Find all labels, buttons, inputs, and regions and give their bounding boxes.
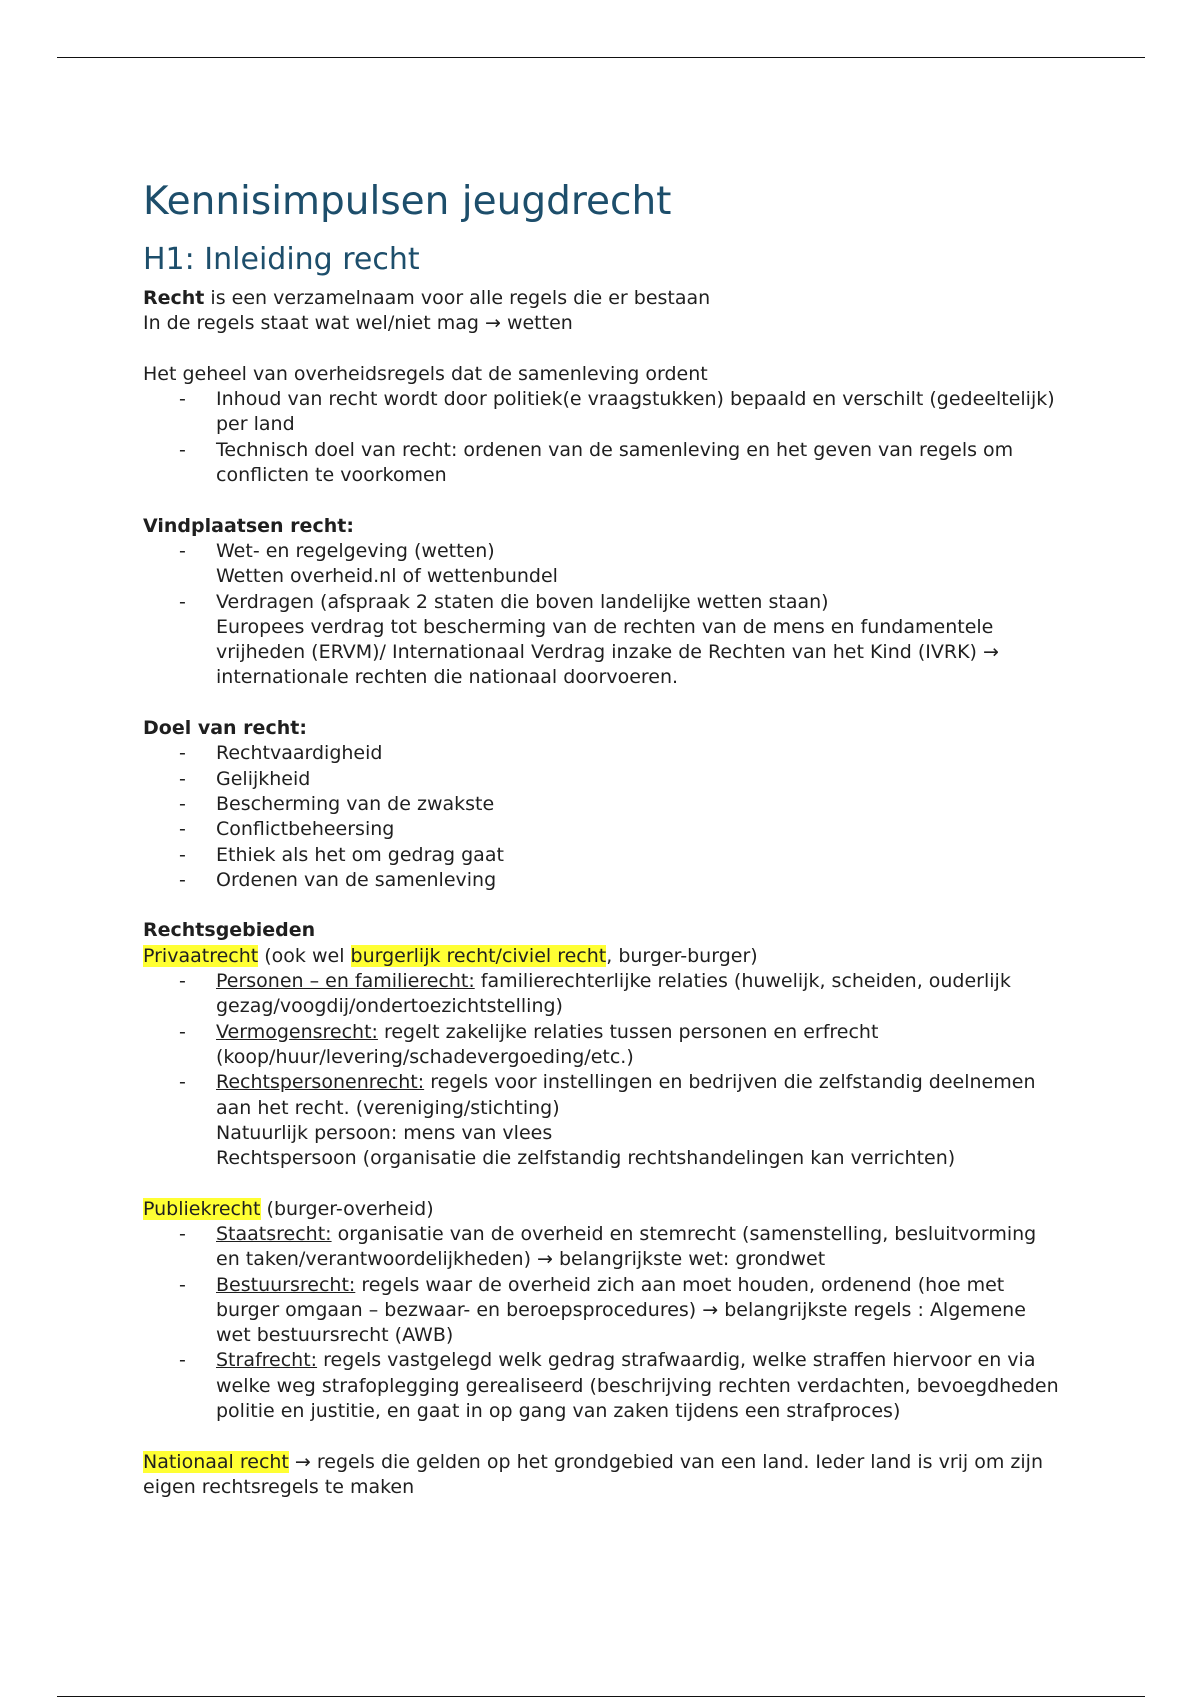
list-item-subtext: Natuurlijk persoon: mens van vlees [216, 1121, 553, 1144]
privaatrecht-mid: (ook wel [258, 944, 351, 967]
list-item: - Technisch doel van recht: ordenen van de samenleving en het geven van regels om conflicten te voorkomen [143, 438, 1063, 489]
list-item [143, 1020, 1063, 1071]
document-body [143, 176, 1063, 1500]
list-item: - Bescherming van de zwakste [143, 792, 1063, 817]
list-item-term: Bestuursrecht: [216, 1273, 356, 1296]
chapter-heading: H1: Inleiding recht [143, 242, 420, 277]
list-item-text: organisatie van de overheid en stemrecht (samenstelling, besluitvorming en taken/verantwoordelijkheden) → belangrijkste wet: grondwet [216, 1222, 1037, 1271]
doel-list [143, 741, 1063, 893]
list-item: - Ordenen van de samenleving [143, 868, 1063, 893]
nationaal-recht-line [143, 1450, 1063, 1501]
spacer [143, 337, 1063, 362]
list-item-text: Wet- en regelgeving (wetten) [216, 539, 495, 562]
document-title: Kennisimpulsen jeugdrecht [143, 179, 672, 224]
list-item: - Gelijkheid [143, 767, 1063, 792]
list-item-text: regels voor instellingen en bedrijven die zelfstandig deelnemen aan het recht. (vereniging/stichting) [216, 1071, 1036, 1119]
list-item-text: familierechterlijke relaties (huwelijk, scheiden, ouderlijk gezag/voogdij/ondertoezichtstelling) [216, 970, 1011, 1018]
overheid-list [143, 387, 1063, 488]
spacer [143, 1424, 1063, 1449]
spacer [143, 1171, 1063, 1196]
list-item [143, 590, 1063, 691]
list-item-text: regelt zakelijke relaties tussen personen en erfrecht (koop/huur/levering/schadevergoeding/etc.) [216, 1020, 879, 1068]
intro-line-2: In de regels staat wat wel/niet mag → wetten [143, 312, 573, 335]
privaatrecht-end: , burger-burger) [606, 944, 758, 967]
list-item-text: regels waar de overheid zich aan moet houden, ordenend (hoe met burger omgaan – bezwaar- en beroepsprocedures) → belangrijkste regels : Algemene wet bestuursrecht (AWB) [216, 1273, 1026, 1347]
vindplaatsen-list [143, 539, 1063, 691]
list-item: - Conflictbeheersing [143, 817, 1063, 842]
rechtsgebieden-heading: Rechtsgebieden [143, 919, 316, 942]
list-item [143, 1348, 1063, 1424]
list-item [143, 1222, 1063, 1273]
bottom-rule [57, 1696, 1145, 1697]
list-item-subtext: Rechtspersoon (organisatie die zelfstandig rechtshandelingen kan verrichten) [216, 1147, 956, 1170]
list-item-subtext: Wetten overheid.nl of wettenbundel [216, 565, 558, 588]
list-item-term: Rechtspersonenrecht: [216, 1071, 425, 1094]
vindplaatsen-heading: Vindplaatsen recht: [143, 514, 354, 537]
list-item-text: regels vastgelegd welk gedrag strafwaardig, welke straffen hiervoor en via welke weg strafoplegging gerealiseerd (beschrijving rechten verdachten, bevoegdheden politie en justitie, en gaat in op gang van zaken tijdens een strafproces) [216, 1349, 1059, 1423]
term-recht: Recht [143, 287, 205, 309]
publiekrecht-end: (burger-overheid) [260, 1197, 434, 1220]
list-item-term: Personen – en familierecht: [216, 970, 475, 993]
publiekrecht-term: Publiekrecht [143, 1197, 261, 1220]
list-item [143, 969, 1063, 1020]
list-item: - Ethiek als het om gedrag gaat [143, 843, 1063, 868]
list-item-term: Staatsrecht: [216, 1222, 332, 1245]
nationaal-recht-term: Nationaal recht [143, 1450, 289, 1473]
publiekrecht-line [143, 1197, 1063, 1222]
top-rule [57, 57, 1145, 58]
list-item: - Rechtvaardigheid [143, 741, 1063, 766]
list-item [143, 1273, 1063, 1349]
list-item-text: Verdragen (afspraak 2 staten die boven landelijke wetten staan) [216, 590, 829, 613]
intro-line-1 [143, 286, 1063, 311]
list-item-subtext: Europees verdrag tot bescherming van de rechten van de mens en fundamentele vrijheden (ERVM)/ Internationaal Verdrag inzake de Rechten van het Kind (IVRK) → internationale rechten die nationaal doorvoeren. [216, 615, 999, 689]
spacer [143, 691, 1063, 716]
privaatrecht-list [143, 969, 1063, 1171]
list-item-term: Vermogensrecht: [216, 1020, 378, 1043]
doel-heading: Doel van recht: [143, 717, 307, 740]
list-item-term: Strafrecht: [216, 1349, 318, 1372]
overheid-line: Het geheel van overheidsregels dat de samenleving ordent [143, 362, 708, 385]
spacer [143, 893, 1063, 918]
burgerlijk-recht-term: burgerlijk recht/civiel recht [350, 944, 607, 967]
intro-line-1-text: is een verzamelnaam voor alle regels die er bestaan [204, 287, 711, 309]
list-item [143, 1070, 1063, 1171]
nationaal-recht-text: → regels die gelden op het grondgebied van een land. Ieder land is vrij om zijn eigen rechtsregels te maken [143, 1450, 1043, 1498]
spacer [143, 488, 1063, 513]
privaatrecht-line [143, 944, 1063, 969]
publiekrecht-list [143, 1222, 1063, 1424]
list-item: - Inhoud van recht wordt door politiek(e vraagstukken) bepaald en verschilt (gedeeltelijk) per land [143, 387, 1063, 438]
list-item [143, 539, 1063, 590]
privaatrecht-term: Privaatrecht [143, 944, 259, 967]
